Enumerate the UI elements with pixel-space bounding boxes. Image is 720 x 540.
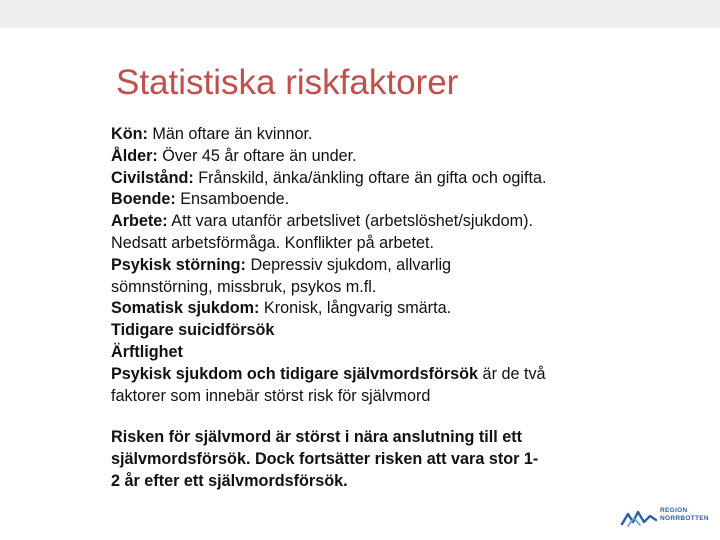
summary-bold: Psykisk sjukdom och tidigare självmordsförsök bbox=[111, 364, 479, 383]
factor-text: Ensamboende. bbox=[175, 190, 290, 209]
factor-label: Boende: bbox=[111, 190, 176, 209]
risk-text: självmordsförsök. Dock fortsätter risken att vara stor 1- bbox=[111, 450, 539, 469]
factor-label: Tidigare suicidförsök bbox=[111, 321, 275, 340]
factor-text: Frånskild, änka/änkling oftare än gifta och ogifta. bbox=[193, 168, 547, 187]
factor-label: Somatisk sjukdom: bbox=[111, 299, 260, 318]
factor-alder bbox=[111, 146, 611, 168]
factor-label: Arbete: bbox=[111, 212, 168, 231]
factor-label: Kön: bbox=[111, 125, 148, 143]
summary-line bbox=[111, 364, 611, 386]
factor-kon bbox=[111, 124, 611, 146]
factor-label: Civilstånd: bbox=[111, 168, 194, 187]
slide-title: Statistiska riskfaktorer bbox=[116, 63, 459, 102]
factor-text: Män oftare än kvinnor. bbox=[147, 125, 313, 143]
factor-somatisk bbox=[111, 298, 611, 320]
logo-line1: REGION bbox=[660, 507, 688, 514]
factor-psykisk bbox=[111, 255, 611, 277]
factor-text: Depressiv sjukdom, allvarlig bbox=[245, 255, 452, 274]
risk-paragraph bbox=[111, 427, 611, 492]
factor-arbete-cont: Nedsatt arbetsförmåga. Konflikter på arbetet. bbox=[111, 233, 435, 252]
factor-tidigare bbox=[111, 320, 611, 342]
summary-line-cont: faktorer som innebär störst risk för självmord bbox=[111, 386, 431, 405]
risk-line bbox=[111, 427, 611, 449]
factor-label: Psykisk störning: bbox=[111, 255, 246, 274]
region-logo-text bbox=[660, 507, 709, 523]
top-bar bbox=[0, 0, 720, 28]
summary-text: är de två bbox=[478, 364, 546, 383]
risk-text: Risken för självmord är störst i nära anslutning till ett bbox=[111, 428, 523, 447]
factor-label: Ålder: bbox=[111, 146, 158, 165]
factor-text: Kronisk, långvarig smärta. bbox=[259, 299, 452, 318]
factor-arftlighet bbox=[111, 342, 611, 364]
risk-line bbox=[111, 449, 611, 471]
factor-psykisk-cont: sömnstörning, missbruk, psykos m.fl. bbox=[111, 277, 377, 296]
factor-label: Ärftlighet bbox=[111, 342, 183, 361]
factor-text: Att vara utanför arbetslivet (arbetslöshet/sjukdom). bbox=[167, 212, 533, 231]
logo-line2: NORRBOTTEN bbox=[660, 515, 709, 522]
factor-text: Över 45 år oftare än under. bbox=[157, 146, 357, 165]
spacer bbox=[111, 407, 611, 427]
risk-text: 2 år efter ett självmordsförsök. bbox=[111, 471, 348, 490]
slide-content bbox=[111, 124, 611, 493]
risk-line bbox=[111, 471, 611, 493]
factor-civilstand bbox=[111, 168, 611, 190]
factor-boende bbox=[111, 189, 611, 211]
factor-arbete bbox=[111, 211, 611, 233]
